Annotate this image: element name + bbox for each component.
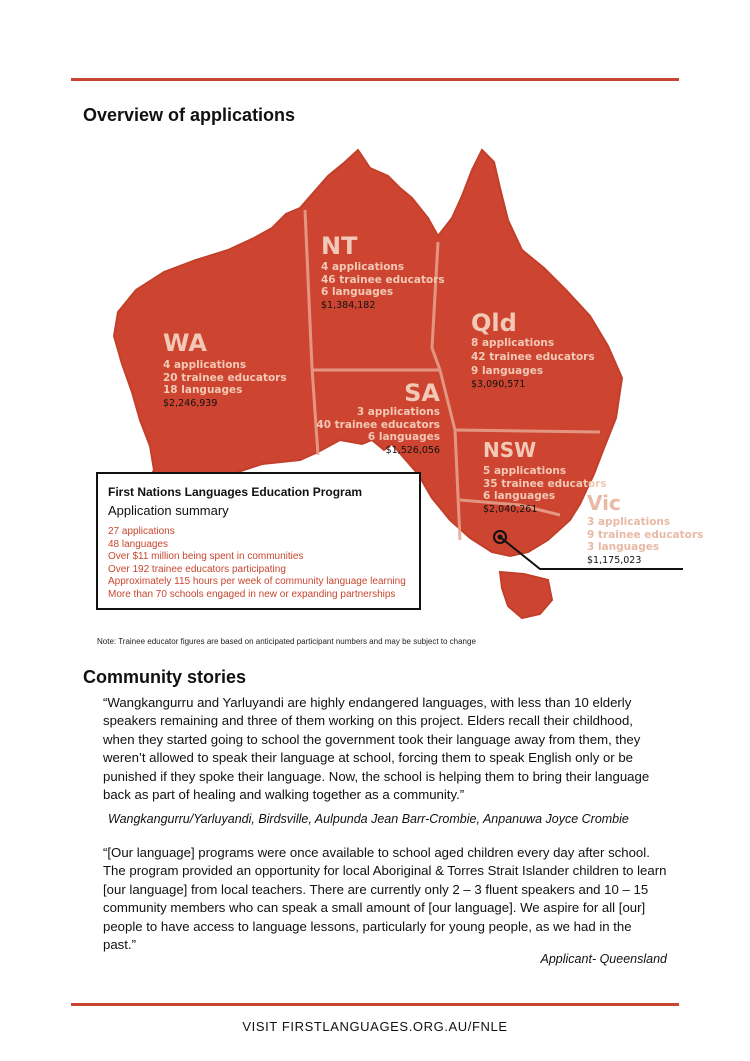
region-vic — [587, 490, 703, 568]
wa-educators: 20 trainee educators — [163, 371, 287, 384]
footnote: Note: Trainee educator figures are based on anticipated participant numbers and may be subject to change — [97, 637, 476, 646]
summary-item: Over 192 trainee educators participating — [108, 563, 286, 575]
summary-item: 27 applications — [108, 526, 175, 537]
footer-link[interactable]: VISIT FIRSTLANGUAGES.ORG.AU/FNLE — [242, 1019, 508, 1034]
community-stories-title: Community stories — [83, 667, 247, 687]
quote-attribution-2: Applicant- Queensland — [540, 952, 667, 966]
wa-languages: 18 languages — [163, 384, 243, 396]
summary-title: First Nations Languages Education Program — [108, 485, 363, 499]
bottom-rule — [71, 1003, 679, 1006]
page-title: Overview of applications — [83, 105, 296, 125]
sa-abbr: SA — [404, 379, 440, 407]
vic-amount: $1,175,023 — [587, 554, 642, 566]
quote-attribution-1: Wangkangurru/Yarluyandi, Birdsville, Aulpunda Jean Barr-Crombie, Anpanuwa Joyce Crombie — [108, 812, 629, 826]
vic-applications: 3 applications — [587, 516, 671, 528]
nsw-north-border — [455, 430, 600, 432]
region-qld — [471, 310, 595, 392]
summary-item: Approximately 115 hours per week of community language learning — [108, 576, 406, 587]
region-sa — [290, 380, 440, 458]
summary-item: Over $11 million being spent in communities — [108, 551, 304, 562]
nt-abbr: NT — [321, 232, 358, 260]
qld-abbr: Qld — [471, 309, 517, 337]
vic-educators: 9 trainee educators — [587, 528, 704, 541]
nsw-amount: $2,040,261 — [483, 503, 538, 515]
summary-subtitle: Application summary — [108, 503, 229, 518]
summary-item: 48 languages — [108, 538, 169, 550]
nt-applications: 4 applications — [321, 261, 405, 273]
tasmania-shape — [500, 572, 552, 618]
quote-wangkangurru: “Wangkangurru and Yarluyandi are highly endangered languages, with less than 10 elderly speakers remaining and three of them working on this project. Elders recall their childhood, when they started going to school the government took their language away from them, they weren’t allowed to speak their language at school, forcing them to speak English only or be punished if they spoke their language. Now, the school is helping them to bring their language back as part of healing and walking together as a community.” — [103, 695, 650, 803]
wa-amount: $2,246,939 — [163, 397, 218, 409]
nsw-abbr: NSW — [483, 438, 537, 462]
vic-abbr: Vic — [587, 491, 621, 515]
vic-languages: 3 languages — [587, 541, 660, 553]
sa-amount: $1,526,056 — [385, 444, 440, 456]
sa-educators: 40 trainee educators — [316, 418, 440, 431]
summary-item: More than 70 schools engaged in new or expanding partnerships — [108, 588, 396, 600]
qld-educators: 42 trainee educators — [471, 351, 595, 363]
qld-languages: 9 languages — [471, 365, 544, 377]
sa-applications: 3 applications — [356, 406, 440, 418]
qld-amount: $3,090,571 — [471, 379, 526, 390]
wa-applications: 4 applications — [163, 359, 247, 371]
nsw-educators: 35 trainee educators — [483, 477, 607, 490]
qld-applications: 8 applications — [471, 337, 555, 349]
wa-abbr: WA — [163, 329, 207, 357]
sa-languages: 6 languages — [367, 431, 440, 443]
nt-amount: $1,384,182 — [321, 299, 376, 311]
nt-educators: 46 trainee educators — [321, 273, 445, 286]
application-summary-box — [96, 472, 421, 610]
nt-languages: 6 languages — [321, 286, 394, 298]
region-wa — [163, 330, 287, 411]
nsw-applications: 5 applications — [483, 465, 567, 477]
nsw-languages: 6 languages — [483, 490, 556, 502]
region-nt — [321, 233, 445, 313]
quote-applicant: “[Our language] programs were once available to school aged children every day after school. The program provided an opportunity for local Aboriginal & Torres Strait Islander children to learn [our language] from local teachers. There are currently only 2 – 3 fluent speakers and 10 – 15 community members who can speak a small amount of [our language]. We aspire for all [our] people to have access to language lessons, particularly for young people, as we had in the past.” — [103, 845, 667, 953]
